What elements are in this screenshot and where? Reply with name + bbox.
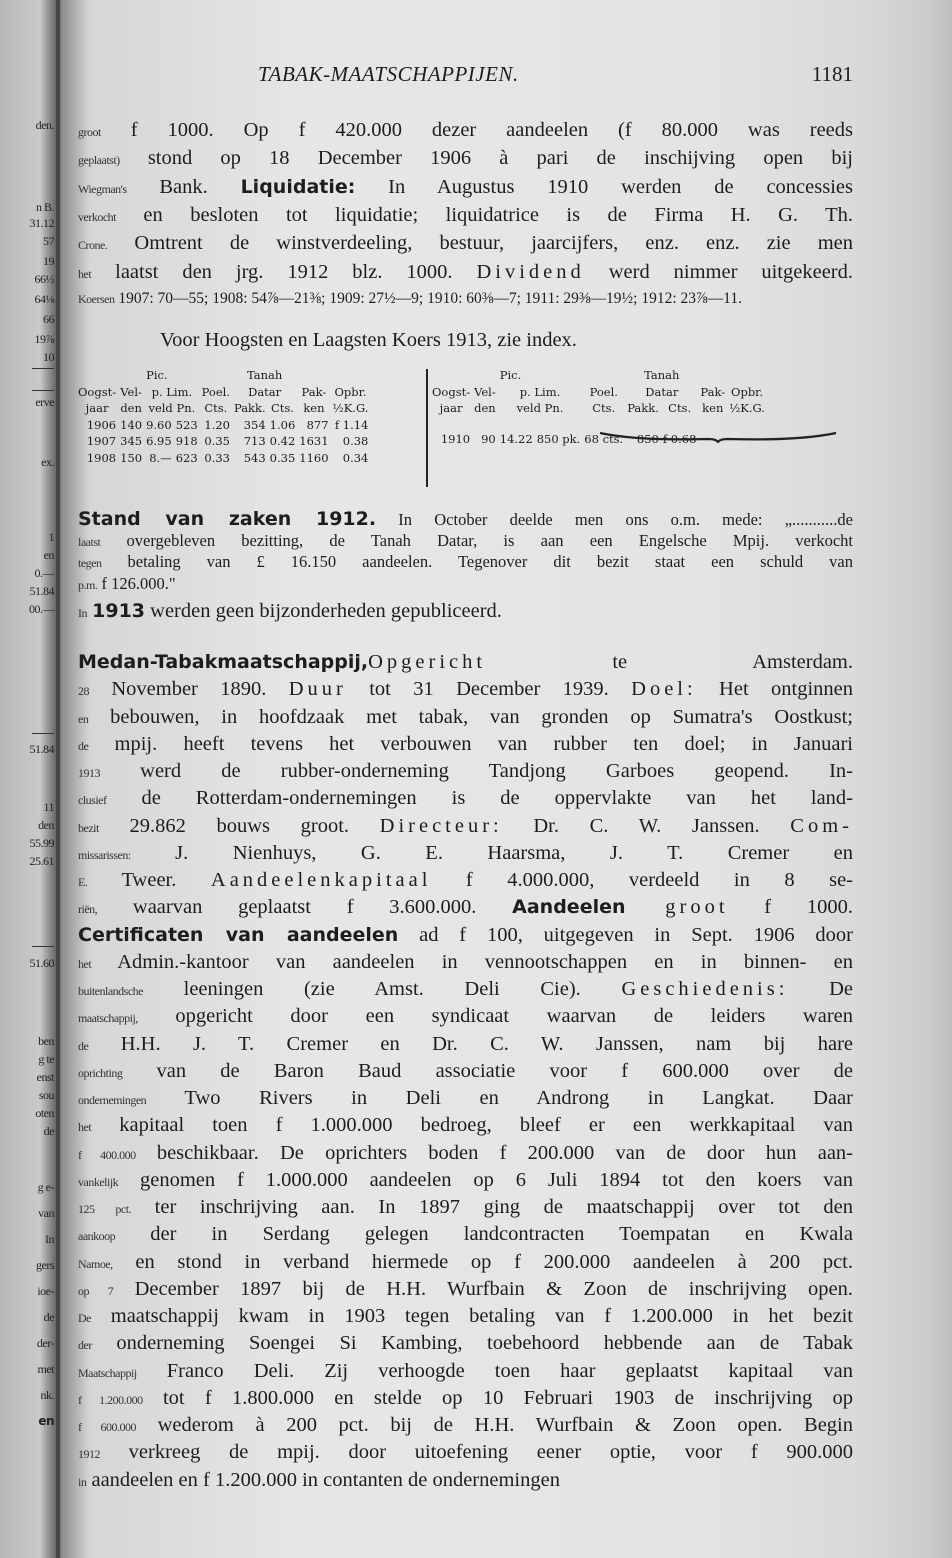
line-text: Franco Deli. Zij verhoogde toen haar geplaatst kapitaal van [136, 1359, 853, 1382]
line-text: genomen f 1.000.000 aandeelen op 6 Juli 1894 tot den koers van [118, 1168, 853, 1191]
line-text: Het ontginnen [696, 678, 853, 701]
line-text: werd de rubber-onderneming Tandjong Garboes geopend. In- [100, 760, 853, 782]
spaced-keyword: Directeur: [379, 814, 503, 837]
line-text: Bank. [126, 175, 241, 198]
line-margin-prefix: het [78, 266, 92, 281]
line-text: f 4.000.000, verdeeld in 8 se- [431, 869, 854, 891]
line-margin-prefix: maatschappij, [78, 1011, 138, 1026]
line-text: ter inschrijving aan. In 1897 ging de maatschappij over tot den [131, 1196, 853, 1218]
text-line [78, 1083, 853, 1113]
text-line [78, 143, 853, 173]
line-text: December 1897 bij de H.H. Wurfbain & Zoon de inschrijving open. [113, 1277, 854, 1300]
margin-fragment: 10 [43, 350, 54, 364]
line-margin-prefix: buitenlandsche [78, 984, 143, 998]
line-text: In October deelde men ons o.m. mede: „...........de [376, 510, 853, 529]
margin-fragment: en [43, 548, 54, 562]
line-text: overgebleven bezitting, de Tanah Datar, is aan een Engelsche Mpij. verkocht [100, 530, 853, 550]
line-text: en besloten tot liquidatie; liquidatrice is de Firma H. G. Th. [115, 203, 853, 226]
table-cell: 0.38 [342, 434, 369, 448]
line-margin-prefix: 1912 [78, 1447, 100, 1462]
margin-fragment: 64⅛ [34, 292, 54, 306]
table-cell: 354 [243, 417, 266, 432]
text-line [78, 729, 853, 759]
table-cell: 0.33 [204, 450, 230, 465]
table-cell: 140 [120, 417, 143, 432]
text-line [78, 920, 853, 950]
line-text: 29.862 bouws groot. [98, 814, 380, 837]
line-margin-prefix: het [78, 1120, 92, 1135]
line-text: der in Serdang gelegen landcontracten Toempatan en Kwala [115, 1223, 853, 1246]
curly-brace-icon [598, 431, 838, 443]
margin-fragment: den. [35, 118, 54, 132]
spaced-keyword: Opgericht [368, 651, 487, 673]
margin-rule [32, 390, 54, 391]
text-line [78, 892, 853, 922]
margin-fragment: g te [38, 1052, 54, 1066]
line-text: onderneming Soengei Si Kambing, toebehoord hebbende aan de Tabak [91, 1332, 853, 1355]
table-row [76, 433, 370, 450]
text-line [78, 702, 853, 732]
margin-fragment: met [37, 1362, 54, 1376]
line-margin-prefix: f 1.200.000 [78, 1392, 143, 1407]
table-cell: 345 [120, 434, 143, 448]
line-text: wederom à 200 pct. bij de H.H. Wurfbain & Zoon open. Begin [135, 1414, 853, 1436]
margin-fragment: 1 [48, 530, 54, 544]
koersen-values: 1907: 70—55; 1908: 54⅞—21⅜; 1909: 27½—9; 1910: 60⅜—7; 1911: 29⅜—19½; 1912: 23⅞—11. [118, 290, 742, 307]
line-text: November 1890. [89, 678, 289, 701]
margin-rule [32, 368, 54, 369]
line-margin-prefix: E. [78, 875, 88, 889]
table-cell: 877 [306, 417, 329, 432]
margin-fragment: 51.60 [29, 956, 54, 970]
table-divider [426, 369, 428, 487]
text-line [78, 508, 853, 530]
text-line [78, 1192, 853, 1222]
line-text: Omtrent de winstverdeeling, bestuur, jaarcijfers, enz. enz. zie men [107, 232, 853, 255]
table-cell: 623 [175, 450, 198, 465]
margin-fragment: 57 [43, 234, 54, 248]
table-cell: 1910 [440, 431, 471, 446]
margin-fragment: erve [35, 395, 54, 409]
line-text: beschikbaar. De oprichters boden f 200.000 van de door hun aan- [135, 1141, 853, 1164]
table-header-row: jaar den veld Pn. Cts. Pakk. Cts. ken ½K.G. [439, 401, 765, 415]
text-line [78, 865, 853, 895]
line-margin-prefix: geplaatst) [78, 153, 120, 168]
table-cell: 150 [120, 450, 143, 465]
text-line [78, 172, 853, 202]
bold-heading: Aandeelen [512, 896, 626, 919]
text-line [78, 783, 853, 813]
line-margin-prefix: Namoe, [78, 1256, 113, 1271]
book-spine [56, 0, 60, 1558]
margin-rule [32, 946, 54, 947]
line-margin-prefix: f 600.000 [78, 1420, 136, 1434]
margin-fragment: 66½ [34, 272, 54, 286]
line-margin-prefix: Wiegman's [78, 181, 127, 196]
text-line [78, 647, 853, 677]
line-text: f 1000. [728, 896, 853, 919]
line-text: J. Nienhuys, G. E. Haarsma, J. T. Cremer en [130, 841, 853, 864]
text-line [78, 674, 853, 704]
margin-fragment: 25.61 [29, 854, 54, 868]
spaced-keyword: Geschiedenis: [621, 978, 789, 1000]
text-line [78, 1138, 853, 1168]
margin-rule [32, 733, 54, 734]
table-row [76, 450, 370, 467]
table-cell: 0.35 [269, 450, 296, 465]
line-margin-prefix: op 7 [78, 1283, 114, 1298]
line-text: waarvan geplaatst f 3.600.000. [97, 896, 513, 919]
text-line [78, 551, 853, 573]
line-margin-prefix: en [78, 711, 89, 726]
text-line [78, 1465, 853, 1495]
line-margin-prefix: f 400.000 [78, 1147, 136, 1162]
text-line [78, 1029, 853, 1059]
text-line [78, 838, 853, 868]
margin-fragment: de [43, 1124, 54, 1138]
margin-fragment: sou [38, 1088, 54, 1102]
text-line [78, 1165, 853, 1195]
line-text: Dr. C. W. Janssen. [502, 814, 791, 837]
table-cell: 0.34 [342, 450, 369, 465]
line-text: Tweer. [87, 869, 211, 891]
line-margin-prefix: Crone. [78, 238, 108, 253]
table-cell: f 0.68 [662, 431, 697, 446]
line-text: werd nimmer uitgekeerd. [584, 260, 853, 283]
margin-fragment: g e- [37, 1180, 54, 1194]
line-text: ad f 100, uitgegeven in Sept. 1906 door [398, 923, 853, 946]
spaced-keyword: Dividend [476, 260, 585, 283]
margin-fragment: 31.12 [29, 216, 54, 230]
line-text: de Rotterdam-ondernemingen is de oppervlakte van het land- [106, 787, 853, 810]
table-cell: 0.42 [269, 434, 296, 448]
text-line [78, 1056, 853, 1086]
line-text: maatschappij kwam in 1903 tegen betaling van f 1.200.000 in het bezit [91, 1305, 853, 1327]
line-text: Two Rivers in Deli en Androng in Langkat. Daar [146, 1087, 853, 1109]
spaced-keyword: Com- [790, 814, 853, 837]
margin-fragment: ex. [41, 455, 54, 469]
line-text: te Amsterdam. [486, 651, 853, 673]
line-text: stond op 18 December 1906 à pari de inschijving open bij [119, 147, 853, 170]
bold-heading: Medan-Tabakmaatschappij, [78, 651, 369, 673]
margin-fragment: en [38, 1414, 54, 1428]
table-cell: 543 [243, 450, 266, 465]
line-margin-prefix: missarissen: [78, 847, 131, 862]
table-cell: 14.22 [499, 431, 533, 446]
margin-fragment: 0.— [34, 566, 54, 580]
text-line [78, 228, 853, 258]
line-margin-prefix: 28 [78, 684, 89, 699]
spaced-keyword: groot [625, 896, 729, 919]
margin-fragment: 66 [43, 312, 54, 326]
page-number: 1181 [811, 62, 853, 86]
running-title: TABAK-MAATSCHAPPIJEN. [258, 62, 519, 86]
line-text: f 1000. Op f 420.000 dezer aandeelen (f 80.000 was reeds [100, 119, 853, 141]
line-text: kapitaal toen f 1.000.000 bedroeg, bleef er een werkkapitaal van [91, 1114, 853, 1137]
text-line [78, 115, 853, 145]
margin-fragment: enst [36, 1070, 54, 1084]
table-cell: 850 pk. [536, 431, 581, 446]
line-margin-prefix: p.m. [78, 577, 98, 592]
text-line [78, 1247, 853, 1277]
table-cell: 0.35 [204, 434, 230, 448]
line-margin-prefix: bezit [78, 820, 99, 835]
table-header-row: Pic. Tanah [146, 368, 283, 382]
table-cell: 918 [175, 434, 198, 448]
text-line [78, 1383, 853, 1413]
line-text: en stond in verband hiermede op f 200.000 aandeelen à 200 pct. [112, 1250, 853, 1273]
line-text: In Augustus 1910 werden de concessies [355, 175, 853, 198]
table-cell: 1160 [299, 450, 329, 465]
table-cell: 1907 [86, 434, 117, 448]
margin-fragment: ioe- [37, 1284, 54, 1298]
text-line [78, 1001, 853, 1031]
index-note: Voor Hoogsten en Laagsten Koers 1913, zie index. [160, 329, 577, 351]
margin-fragment: 11 [43, 800, 54, 814]
line-text: tot 31 December 1939. [346, 678, 632, 701]
table-header-row: Pic. Tanah [499, 368, 680, 382]
line-text: laatst den jrg. 1912 blz. 1000. [91, 260, 477, 283]
margin-fragment: 19 [43, 254, 54, 268]
harvest-table-left [76, 367, 370, 466]
text-line [78, 1410, 853, 1440]
margin-fragment: gers [36, 1258, 54, 1272]
table-row [76, 417, 370, 434]
margin-fragment: 51.84 [29, 584, 54, 598]
line-text: opgericht door een syndicaat waarvan de leiders waren [137, 1005, 853, 1028]
spaced-keyword: Aandeelenkapitaal [210, 869, 432, 891]
line-margin-prefix: clusief [78, 793, 107, 808]
margin-fragment: n B. [35, 200, 54, 214]
text-line [78, 947, 853, 977]
margin-fragment: der- [36, 1336, 54, 1350]
line-margin-prefix: de [78, 738, 89, 753]
line-text: van de Baron Baud associatie voor f 600.000 over de [122, 1059, 853, 1082]
line-margin-prefix: laatst [78, 534, 101, 549]
line-margin-prefix: vankelijk [78, 1174, 119, 1189]
text-line [78, 530, 853, 552]
line-margin-prefix: verkocht [78, 209, 116, 224]
line-margin-prefix: groot [78, 125, 101, 139]
line-text: De [788, 978, 853, 1000]
text-line [78, 1301, 853, 1331]
line-text: mpij. heeft tevens het verbouwen van rubber ten doel; in Januari [88, 732, 853, 755]
line-text: H.H. J. T. Cremer en Dr. C. W. Janssen, nam bij hare [88, 1032, 853, 1055]
line-margin-prefix: 1913 [78, 766, 100, 780]
margin-fragment: 19⅞ [34, 332, 54, 346]
text-line [78, 1356, 853, 1386]
spaced-keyword: Duur [288, 678, 347, 701]
text-line [78, 257, 853, 287]
text-line [78, 573, 853, 595]
line-text: f 126.000." [97, 573, 176, 593]
table-cell: 9.60 [146, 417, 172, 432]
line-margin-prefix: oprichting [78, 1065, 123, 1080]
table-cell: 68 cts. [584, 431, 624, 446]
margin-fragment: 51.84 [29, 742, 54, 756]
table-cell: 1908 [86, 450, 117, 465]
line-margin-prefix: 125 pct. [78, 1202, 132, 1216]
text-line [78, 974, 853, 1004]
table-cell: 8.— [149, 450, 172, 465]
previous-page-margin [0, 0, 54, 1558]
margin-fragment: In [45, 1232, 54, 1246]
line-margin-prefix: ondernemingen [78, 1093, 147, 1107]
line-margin-prefix: in [78, 1474, 87, 1489]
table-header-row: Oogst- Vel- p. Lim. Poel. Datar Pak- Opbr. [78, 384, 367, 399]
bold-heading: Stand van zaken 1912. [78, 508, 377, 530]
margin-fragment: 00.— [29, 602, 54, 616]
text-line [78, 1328, 853, 1358]
table-cell: 90 [481, 431, 496, 446]
line-margin-prefix: Maatschappij [78, 1365, 137, 1380]
margin-fragment: van [38, 1206, 54, 1220]
page-header [78, 62, 853, 92]
text-line [78, 1110, 853, 1140]
table-cell: 523 [175, 417, 198, 432]
margin-fragment: 55.99 [29, 836, 54, 850]
table-cell: 1906 [86, 417, 117, 432]
line-margin-prefix: de [78, 1038, 89, 1053]
note-1913: In 1913 werden geen bijzonderheden gepubliceerd. [78, 600, 502, 622]
text-line [78, 756, 853, 786]
harvest-tables [78, 367, 878, 492]
line-margin-prefix: der [78, 1338, 92, 1353]
text-line [78, 1274, 853, 1304]
margin-fragment: den [38, 818, 54, 832]
line-margin-prefix: riën, [78, 902, 98, 917]
bold-heading: Liquidatie: [240, 175, 356, 198]
line-text: aandeelen en f 1.200.000 in contanten de ondernemingen [86, 1468, 560, 1491]
koersen-line: Koersen 1907: 70—55; 1908: 54⅞—21⅜; 1909: 27½—9; 1910: 60⅜—7; 1911: 29⅜—19½; 1912: 23⅞—11. [78, 290, 742, 307]
table-cell: 713 [243, 434, 266, 448]
spaced-keyword: Doel: [631, 678, 697, 701]
table-header-row: Oogst- Vel- p. Lim. Poel. Datar Pak- Opbr. [432, 384, 764, 399]
line-text: betaling van £ 16.150 aandeelen. Tegenover dit bezit staat een schuld van [101, 552, 853, 571]
line-margin-prefix: De [78, 1311, 91, 1325]
text-line [78, 1219, 853, 1249]
text-line [78, 200, 853, 230]
table-header-row: jaar den veld Pn. Cts. Pakk. Cts. ken ½K.G. [85, 401, 369, 415]
line-text: verkreeg de mpij. door uitoefening eener optie, voor f 900.000 [100, 1441, 853, 1464]
table-cell: f 1.14 [334, 417, 369, 432]
table-cell: 6.95 [146, 434, 172, 448]
text-line [78, 811, 853, 841]
line-text: Admin.-kantoor van aandeelen in vennootschappen en in binnen- en [91, 950, 853, 973]
margin-fragment: nk. [40, 1388, 54, 1402]
margin-fragment: de [43, 1310, 54, 1324]
line-text: bebouwen, in hoofdzaak met tabak, van gronden op Sumatra's Oostkust; [88, 705, 853, 728]
margin-fragment: ben [38, 1034, 54, 1048]
line-text: tot f 1.800.000 en stelde op 10 Februari 1903 de inschrijving op [142, 1386, 853, 1409]
margin-fragment: oten [35, 1106, 54, 1120]
line-margin-prefix: tegen [78, 556, 102, 570]
table-cell: 850 [636, 431, 659, 446]
text-line [78, 1437, 853, 1467]
line-margin-prefix: aankoop [78, 1229, 116, 1244]
line-margin-prefix: het [78, 956, 92, 971]
bold-heading: Certificaten van aandeelen [78, 923, 399, 946]
table-cell: 1631 [299, 434, 329, 448]
line-text: leeningen (zie Amst. Deli Cie). [142, 978, 622, 1000]
table-cell: 1.06 [269, 417, 296, 432]
table-cell: 1.20 [204, 417, 230, 432]
